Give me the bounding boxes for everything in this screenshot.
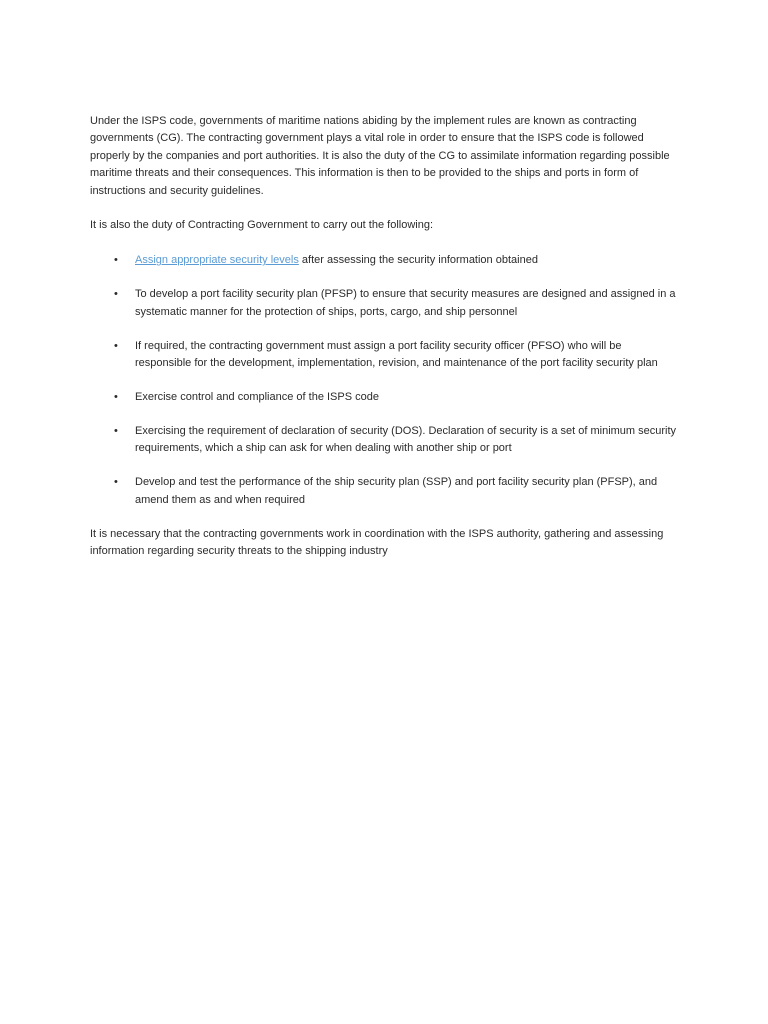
- bullet-icon: •: [114, 339, 118, 352]
- bullet-icon: •: [114, 288, 118, 301]
- list-item-text: Exercise control and compliance of the ISPS code: [135, 390, 379, 403]
- bullet-icon: •: [114, 476, 118, 489]
- list-item: [90, 286, 680, 321]
- list-item-text: Exercising the requirement of declaration of security (DOS). Declaration of security is a set of minimum security requirements, which a ship can ask for when dealing with another ship or port: [135, 424, 677, 455]
- assign-security-levels-link[interactable]: Assign appropriate security levels: [135, 254, 299, 267]
- list-item: [90, 252, 680, 269]
- bullet-icon: •: [114, 424, 118, 437]
- list-item: [90, 423, 680, 458]
- bullet-icon: •: [114, 390, 118, 403]
- list-item-text: Develop and test the performance of the ship security plan (SSP) and port facility security plan (PFSP), and amend them as and when required: [135, 476, 658, 506]
- document-body: [90, 113, 680, 560]
- list-item-text: If required, the contracting government must assign a port facility security officer (PFSO) who will be responsible for the development, implementation, revision, and maintenance of the port facility security plan: [135, 339, 658, 370]
- list-item-text: To develop a port facility security plan (PFSP) to ensure that security measures are designed and assigned in a systematic manner for the protection of ships, ports, cargo, and ship personnel: [135, 288, 676, 318]
- list-item: [90, 338, 680, 373]
- list-item-text: after assessing the security information obtained: [298, 254, 538, 267]
- duties-list: [90, 252, 680, 509]
- duties-lead-in: It is also the duty of Contracting Government to carry out the following:: [90, 219, 434, 232]
- list-item: [90, 389, 680, 406]
- list-item: [90, 474, 680, 509]
- closing-paragraph: It is necessary that the contracting governments work in coordination with the ISPS authority, gathering and assessing information regarding security threats to the shipping industry: [90, 527, 664, 557]
- bullet-icon: •: [114, 254, 118, 267]
- intro-paragraph: Under the ISPS code, governments of maritime nations abiding by the implement rules are known as contracting governments (CG). The contracting government plays a vital role in order to ensure that the ISPS code is followed properly by the companies and port authorities. It is also the duty of the CG to assimilate information regarding possible maritime threats and their consequences. This information is then to be provided to the ships and ports in form of instructions and security guidelines.: [90, 115, 670, 197]
